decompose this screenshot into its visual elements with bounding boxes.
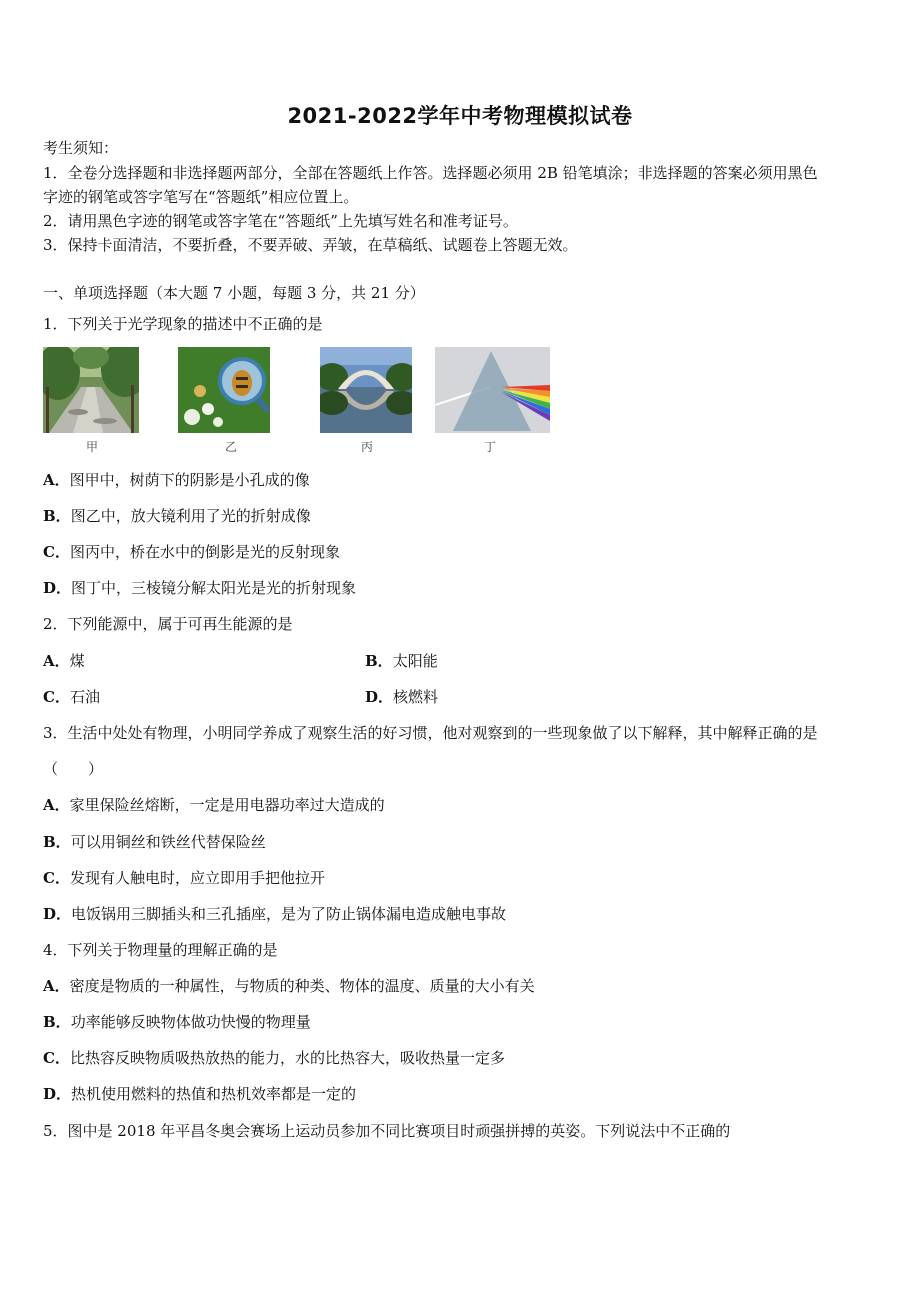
option-text: 煤 — [69, 652, 85, 670]
option-text: 家里保险丝熔断，一定是用电器功率过大造成的 — [69, 796, 385, 814]
option-letter: B． — [365, 652, 393, 670]
question-stem: 5．图中是 2018 年平昌冬奥会赛场上运动员参加不同比赛项目时顽强拼搏的英姿。下列说法中不正确的 — [43, 1122, 731, 1140]
option-letter: A． — [43, 471, 70, 489]
question-stem: 1．下列关于光学现象的描述中不正确的是 — [43, 315, 323, 333]
question-stem: 4．下列关于物理量的理解正确的是 — [43, 941, 278, 959]
option-text: 比热容反映物质吸热放热的能力，水的比热容大，吸收热量一定多 — [69, 1049, 505, 1067]
option-letter: A． — [43, 652, 70, 670]
option-text: 电饭锅用三脚插头和三孔插座，是为了防止锅体漏电造成触电事故 — [71, 905, 507, 923]
figure-caption-jia: 甲 — [86, 440, 99, 454]
option-letter: D． — [43, 579, 72, 597]
option-text: 热机使用燃料的热值和热机效率都是一定的 — [71, 1085, 357, 1103]
option-c — [43, 1048, 505, 1068]
option-d — [43, 904, 506, 924]
option-letter: C． — [43, 688, 70, 706]
magnifier-flower-image — [178, 347, 270, 433]
option-b — [43, 1012, 311, 1032]
page-title: 2021-2022学年中考物理模拟试卷 — [287, 104, 633, 128]
option-text: 图丙中，桥在水中的倒影是光的反射现象 — [69, 543, 340, 561]
option-letter: D． — [43, 1085, 72, 1103]
option-c — [43, 542, 340, 562]
option-text: 发现有人触电时，应立即用手把他拉开 — [69, 869, 325, 887]
option-text: 密度是物质的一种属性，与物质的种类、物体的温度、质量的大小有关 — [69, 977, 535, 995]
tree-road-image — [43, 347, 139, 433]
option-letter: B． — [43, 507, 71, 525]
prism-dispersion-image — [435, 347, 550, 433]
option-text: 图甲中，树荫下的阴影是小孔成的像 — [69, 471, 310, 489]
option-letter: B． — [43, 833, 71, 851]
option-b — [43, 506, 311, 526]
figure-caption-bing: 丙 — [361, 440, 374, 454]
answer-blank: （ ） — [43, 760, 104, 778]
option-c — [43, 687, 100, 707]
option-a — [43, 795, 385, 815]
option-a — [43, 976, 535, 996]
option-letter: D． — [365, 688, 394, 706]
option-a — [43, 651, 85, 671]
option-text: 太阳能 — [392, 652, 438, 670]
notice-item: 1．全卷分选择题和非选择题两部分，全部在答题纸上作答。选择题必须用 2B 铅笔填涂；非选择题的答案必须用黑色 — [43, 164, 818, 182]
notice-item: 字迹的钢笔或答字笔写在“答题纸”相应位置上。 — [43, 188, 359, 206]
option-b — [365, 651, 438, 671]
option-letter: A． — [43, 796, 70, 814]
option-text: 可以用铜丝和铁丝代替保险丝 — [70, 833, 266, 851]
option-text: 石油 — [69, 688, 100, 706]
option-text: 图丁中，三棱镜分解太阳光是光的折射现象 — [71, 579, 357, 597]
option-d — [43, 578, 356, 598]
notice-heading: 考生须知： — [43, 139, 119, 157]
option-a — [43, 470, 310, 490]
option-d — [43, 1084, 356, 1104]
option-letter: A． — [43, 977, 70, 995]
figure-caption-yi: 乙 — [225, 440, 238, 454]
notice-item: 3．保持卡面清洁，不要折叠，不要弄破、弄皱，在草稿纸、试题卷上答题无效。 — [43, 236, 578, 254]
option-text: 核燃料 — [393, 688, 439, 706]
figure-caption-ding: 丁 — [484, 440, 497, 454]
option-text: 图乙中，放大镜利用了光的折射成像 — [70, 507, 311, 525]
option-letter: C． — [43, 1049, 70, 1067]
option-text: 功率能够反映物体做功快慢的物理量 — [70, 1013, 311, 1031]
bridge-reflection-image — [320, 347, 412, 433]
option-d — [365, 687, 438, 707]
option-b — [43, 832, 266, 852]
option-c — [43, 868, 325, 888]
option-letter: D． — [43, 905, 72, 923]
option-letter: C． — [43, 543, 70, 561]
notice-item: 2．请用黑色字迹的钢笔或答字笔在“答题纸”上先填写姓名和准考证号。 — [43, 212, 518, 230]
question-stem: 2．下列能源中，属于可再生能源的是 — [43, 615, 293, 633]
section-heading: 一、单项选择题（本大题 7 小题，每题 3 分，共 21 分） — [43, 284, 425, 302]
question-stem: 3．生活中处处有物理，小明同学养成了观察生活的好习惯，他对观察到的一些现象做了以下解释，其中解释正确的是 — [43, 724, 818, 742]
option-letter: C． — [43, 869, 70, 887]
option-letter: B． — [43, 1013, 71, 1031]
